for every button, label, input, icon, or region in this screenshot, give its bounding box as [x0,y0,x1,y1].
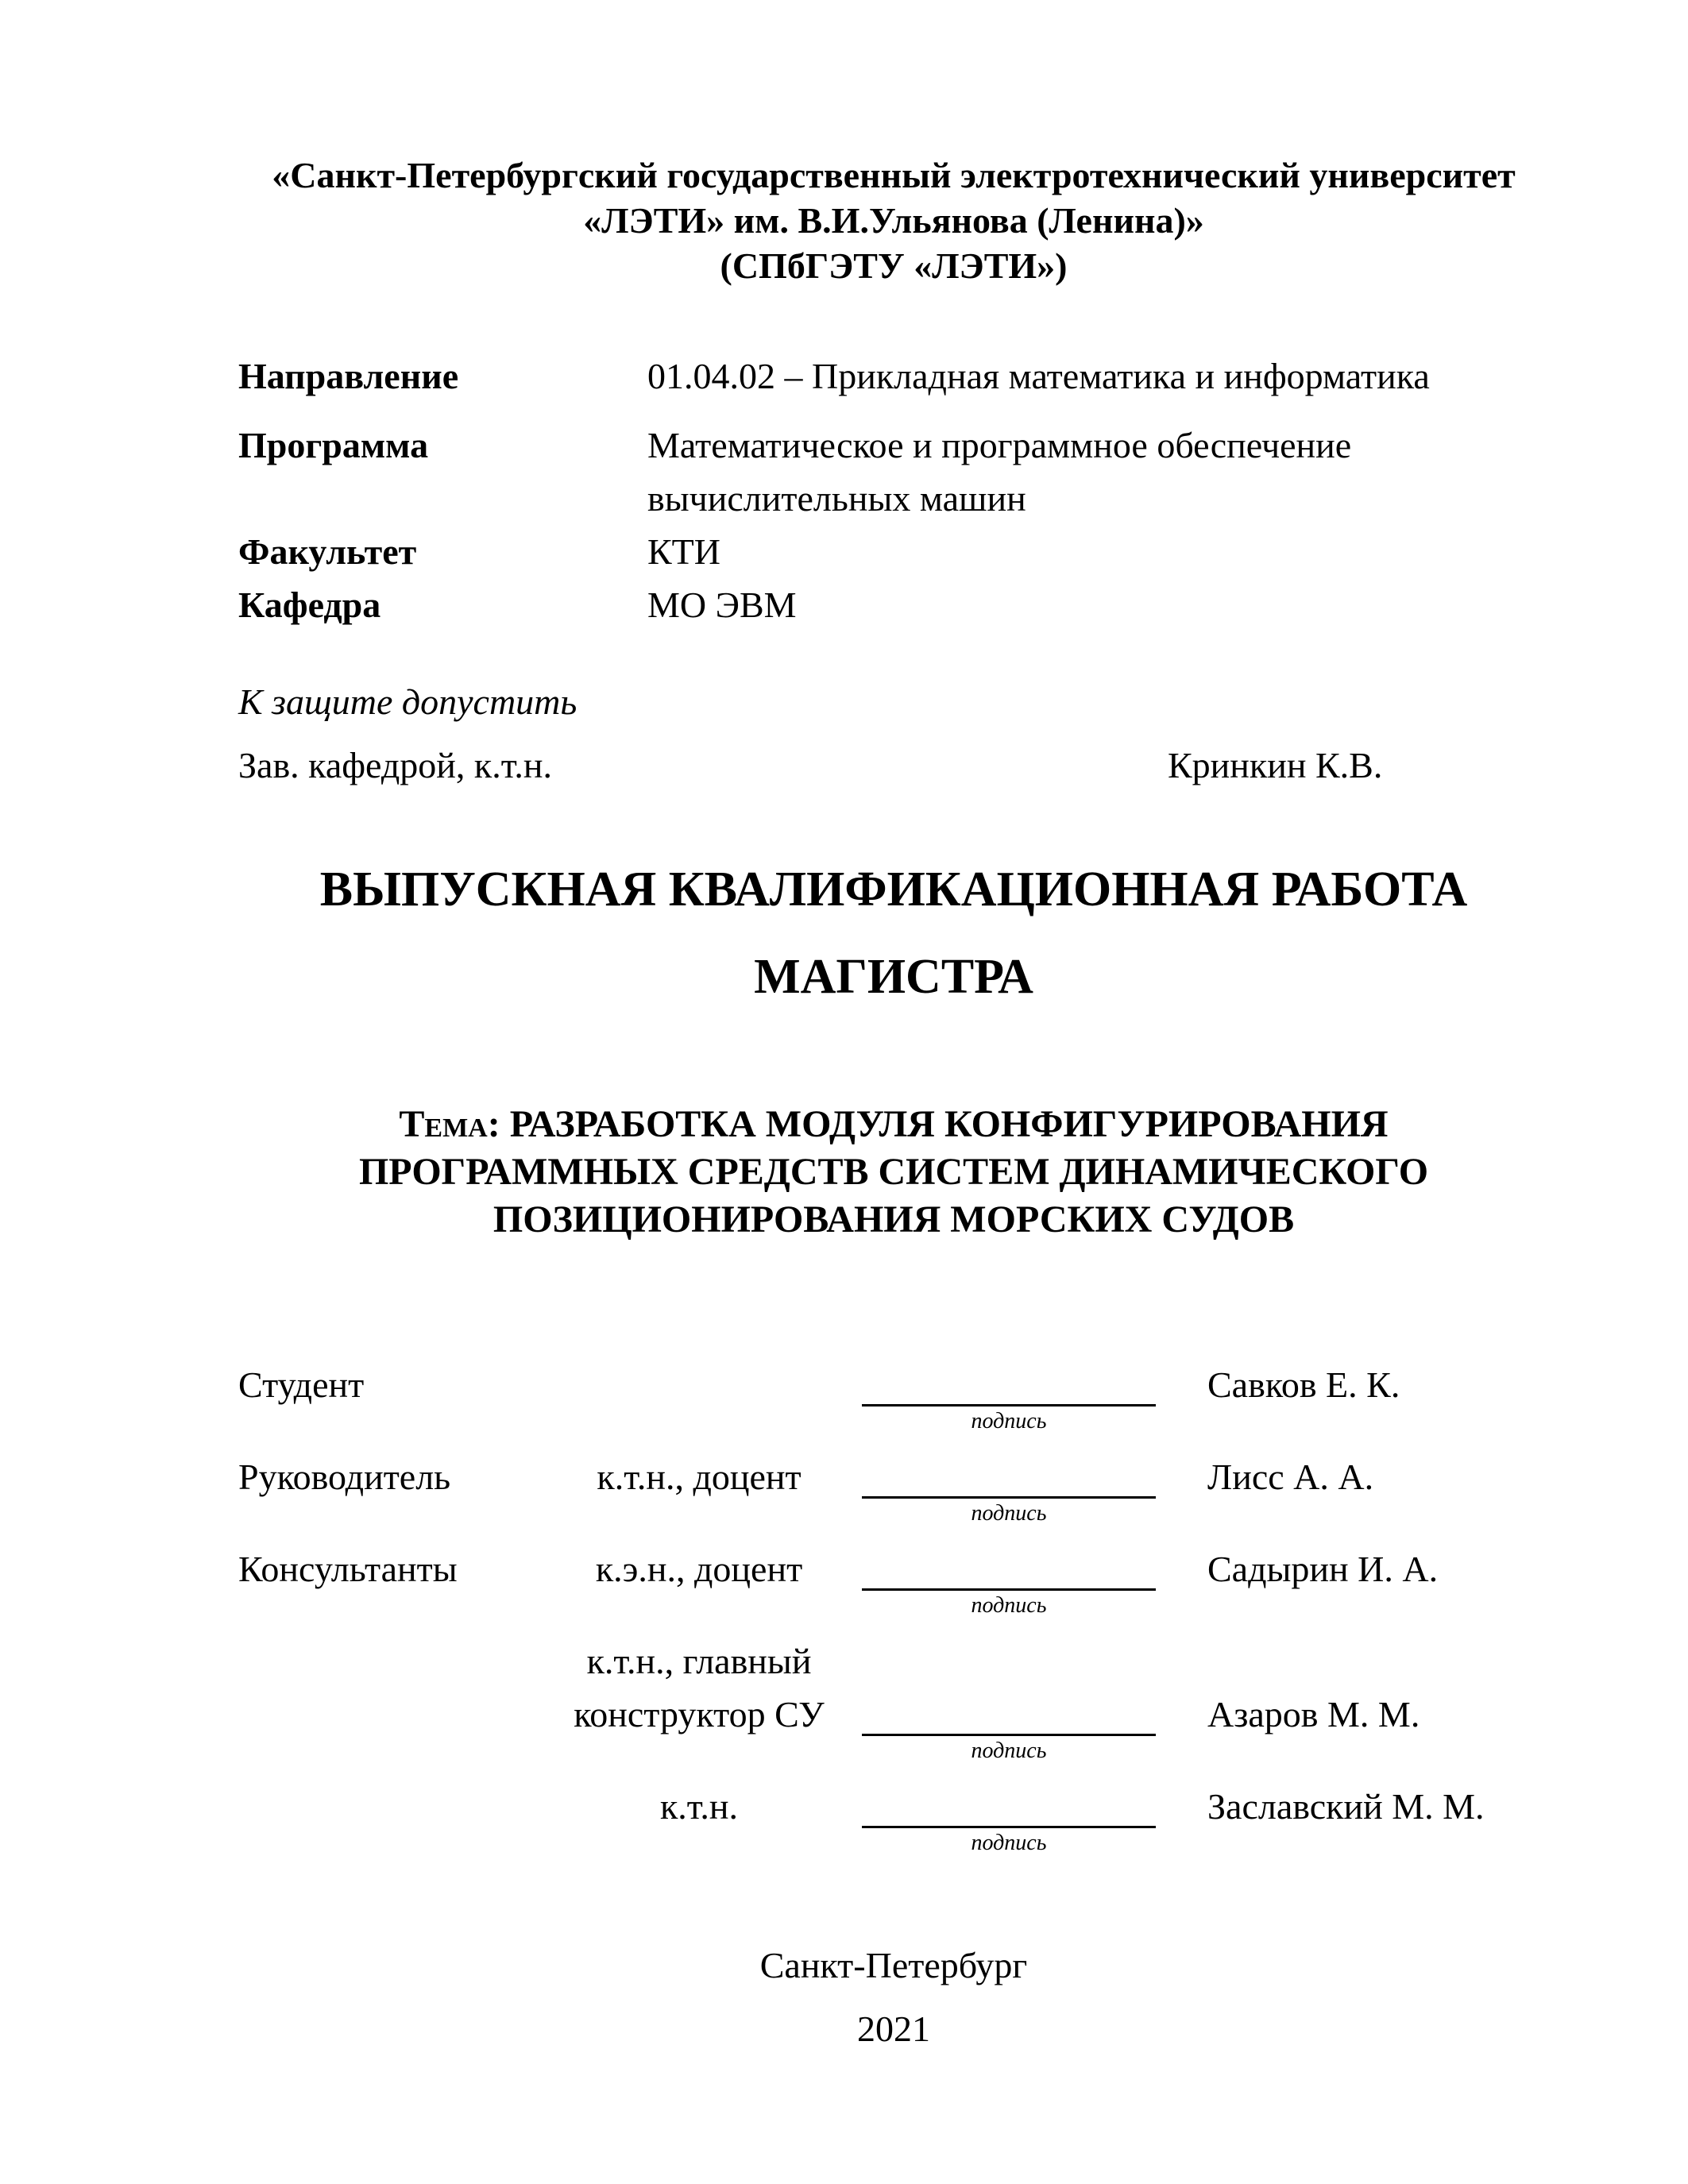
program-value: Математическое и программное обеспечение вычислительных машин [647,425,1352,519]
department-head-position: Зав. кафедрой, к.т.н. [238,745,552,785]
consultant-2-degree-line-1: к.т.н., главный [586,1641,812,1681]
work-type-title [238,860,1549,1007]
footer-year: 2021 [857,2008,930,2049]
work-type-line-1: ВЫПУСКНАЯ КВАЛИФИКАЦИОННАЯ РАБОТА [319,862,1468,916]
topic-line-1: Тема: РАЗРАБОТКА МОДУЛЯ КОНФИГУРИРОВАНИЯ [399,1103,1389,1145]
signature-caption: подпись [971,1738,1047,1763]
faculty-label: Факультет [238,531,417,572]
consultant-2-signature-field [842,1634,1156,1765]
consultant-1-name: Садырин И. А. [1207,1549,1439,1589]
department-head-row [238,739,1549,792]
student-name: Савков Е. К. [1207,1364,1400,1405]
signature-caption: подпись [971,1831,1047,1855]
supervisor-name: Лисс А. А. [1207,1457,1374,1497]
topic-line-3: ПОЗИЦИОНИРОВАНИЯ МОРСКИХ СУДОВ [492,1198,1295,1241]
signature-row-consultant-2 [238,1634,1549,1765]
signature-caption: подпись [971,1409,1047,1433]
signature-row-consultant-1 [238,1542,1549,1619]
department-label: Кафедра [238,585,381,625]
program-info-section [238,349,1549,631]
work-type-line-2: МАГИСТРА [754,950,1033,1004]
supervisor-degree: к.т.н., доцент [597,1457,802,1497]
admission-note: К защите допустить [238,681,577,722]
signature-line [862,1496,1156,1499]
signature-row-student [238,1358,1549,1435]
consultant-1-degree: к.э.н., доцент [595,1549,803,1589]
university-abbreviation: (СПбГЭТУ «ЛЭТИ») [720,245,1068,286]
footer [238,1934,1549,2061]
student-signature-field [842,1358,1156,1435]
info-row-program [238,419,1549,525]
direction-label: Направление [238,356,459,396]
signatures-section [238,1358,1549,1857]
signature-line [862,1588,1156,1591]
consultant-2-name: Азаров М. М. [1207,1694,1420,1734]
supervisor-signature-field [842,1450,1156,1527]
direction-value: 01.04.02 – Прикладная математика и информатика [647,356,1430,396]
signature-row-consultant-3 [238,1780,1549,1857]
consultant-1-signature-field [842,1542,1156,1619]
signature-row-supervisor [238,1450,1549,1527]
faculty-value: КТИ [647,531,720,572]
department-value: МО ЭВМ [647,585,797,625]
signature-line [862,1734,1156,1736]
signature-caption: подпись [971,1593,1047,1618]
consultants-role-label: Консультанты [238,1549,458,1589]
student-role-label: Студент [238,1364,365,1405]
university-header [238,152,1549,288]
info-row-direction [238,349,1549,403]
info-row-department [238,578,1549,631]
info-row-faculty [238,525,1549,578]
consultant-3-name: Заславский М. М. [1207,1786,1485,1827]
consultant-2-degree [556,1634,842,1741]
signature-line [862,1826,1156,1828]
footer-city: Санкт-Петербург [759,1945,1028,1985]
topic-line-2: ПРОГРАММНЫХ СРЕДСТВ СИСТЕМ ДИНАМИЧЕСКОГО [358,1151,1429,1193]
topic-title [238,1101,1549,1244]
consultant-2-degree-line-2: конструктор СУ [574,1694,825,1734]
consultant-3-signature-field [842,1780,1156,1857]
supervisor-role-label: Руководитель [238,1457,451,1497]
program-label: Программа [238,425,429,465]
consultant-3-degree: к.т.н. [659,1786,739,1827]
signature-line [862,1404,1156,1406]
university-name-line-1: «Санкт-Петербургский государственный электротехнический университет [272,155,1516,195]
department-head-name: Кринкин К.В. [1168,745,1383,785]
university-name-line-2: «ЛЭТИ» им. В.И.Ульянова (Ленина)» [583,200,1204,241]
signature-caption: подпись [971,1501,1047,1526]
